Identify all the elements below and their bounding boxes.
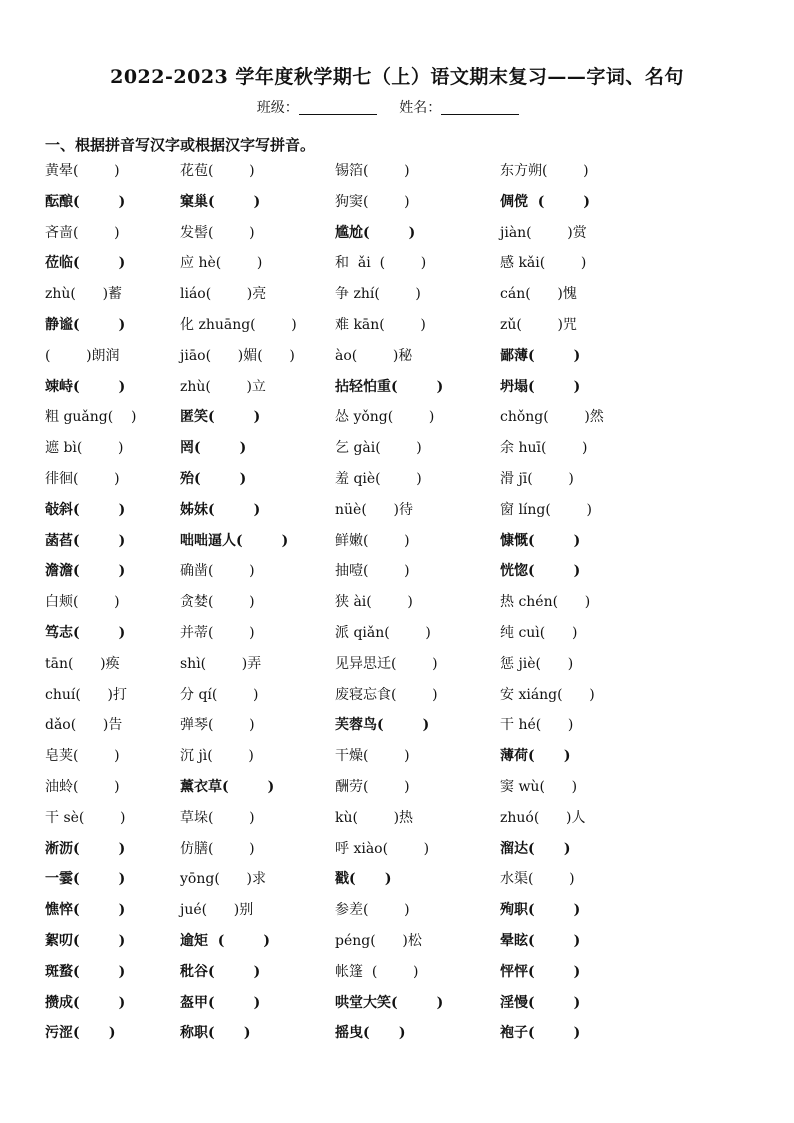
exercise-item[interactable]: 罔( ): [180, 440, 247, 457]
exercise-item[interactable]: 弹琴( ): [180, 717, 255, 734]
name-label: 姓名：: [399, 100, 442, 116]
exercise-item[interactable]: 锡箔( ): [335, 163, 410, 179]
exercise-item[interactable]: 淅沥( ): [45, 840, 126, 857]
exercise-item[interactable]: 咄咄逼人( ): [180, 532, 289, 549]
exercise-item[interactable]: 羞 qiè( ): [335, 471, 422, 487]
exercise-item[interactable]: 盔甲( ): [180, 994, 261, 1011]
exercise-item[interactable]: 逾矩 ( ): [180, 933, 270, 949]
exercise-item[interactable]: 攒成( ): [45, 994, 126, 1011]
exercise-item[interactable]: 戳( ): [335, 871, 392, 888]
exercise-row: [0, 868, 794, 898]
exercise-item[interactable]: 并蒂( ): [180, 625, 255, 641]
exercise-item[interactable]: 称职( ): [180, 1025, 251, 1042]
exercise-item[interactable]: 余 huī( ): [500, 440, 588, 457]
exercise-item[interactable]: 干 sè( ): [45, 809, 126, 826]
exercise-item[interactable]: shì( )弄: [180, 655, 262, 672]
exercise-row: [0, 930, 794, 960]
exercise-item[interactable]: 草垛( ): [180, 809, 255, 826]
class-label: 班级：: [256, 100, 299, 116]
exercise-item[interactable]: 鲜嫩( ): [335, 532, 410, 549]
exercise-item[interactable]: ( )朗润: [45, 347, 120, 364]
exercise-row: [0, 560, 794, 590]
exercise-item[interactable]: 殉职( ): [500, 902, 581, 919]
exercise-item[interactable]: 徘徊( ): [45, 471, 120, 487]
exercise-row: [0, 283, 794, 313]
student-info: [0, 97, 794, 117]
exercise-item[interactable]: 匿笑( ): [180, 409, 261, 426]
exercise-item[interactable]: 滑 jī( ): [500, 471, 574, 487]
exercise-item[interactable]: 淫慢( ): [500, 994, 581, 1011]
exercise-row: [0, 437, 794, 467]
exercise-item[interactable]: 狗窦( ): [335, 193, 410, 210]
exercise-row: [0, 745, 794, 775]
exercise-item[interactable]: 废寝忘食( ): [335, 686, 438, 703]
exercise-item[interactable]: jiàn( )赏: [500, 224, 587, 241]
exercise-row: [0, 406, 794, 436]
exercise-row: [0, 191, 794, 221]
exercise-row: [0, 499, 794, 529]
exercise-item[interactable]: 发髻( ): [180, 224, 255, 241]
exercise-item[interactable]: 花苞( ): [180, 163, 255, 179]
exercise-item[interactable]: 絮叨( ): [45, 933, 126, 949]
exercise-item[interactable]: 酝酿( ): [45, 193, 126, 210]
section-title: 一、根据拼音写汉字或根据汉字写拼音。: [45, 136, 316, 154]
exercise-row: [0, 684, 794, 714]
exercise-item[interactable]: 慷慨( ): [500, 532, 581, 549]
exercise-item[interactable]: zhuó( )人: [500, 809, 586, 826]
exercise-item[interactable]: zhù( )立: [180, 378, 266, 395]
exercise-item[interactable]: 窗 líng( ): [500, 501, 592, 518]
exercise-row: [0, 899, 794, 929]
exercise-row: [0, 222, 794, 252]
exercise-item[interactable]: 殆( ): [180, 471, 247, 487]
exercise-item[interactable]: 贪婪( ): [180, 594, 255, 611]
exercise-item[interactable]: chǒng( )然: [500, 409, 604, 426]
exercise-row: [0, 376, 794, 406]
exercise-item[interactable]: 帐篷 ( ): [335, 963, 419, 980]
exercise-item[interactable]: 确凿( ): [180, 563, 255, 580]
exercise-item[interactable]: 抽噎( ): [335, 563, 410, 580]
exercise-item[interactable]: 沉 jì( ): [180, 748, 254, 765]
exercise-item[interactable]: 敧斜( ): [45, 501, 126, 518]
exercise-item[interactable]: 呼 xiào( ): [335, 840, 430, 857]
exercise-item[interactable]: 酬劳( ): [335, 779, 410, 795]
exercise-item[interactable]: 白颊( ): [45, 594, 120, 611]
exercise-item[interactable]: 薄荷( ): [500, 748, 571, 765]
exercise-item[interactable]: cán( )愧: [500, 286, 577, 303]
exercise-item[interactable]: 晕眩( ): [500, 933, 581, 949]
exercise-item[interactable]: 化 zhuāng( ): [180, 317, 297, 333]
exercise-item[interactable]: 溜达( ): [500, 840, 571, 857]
exercise-item[interactable]: 笃志( ): [45, 625, 126, 641]
exercise-item[interactable]: 干燥( ): [335, 748, 410, 765]
exercise-item[interactable]: péng( )松: [335, 933, 422, 949]
name-blank[interactable]: [441, 100, 519, 115]
exercise-item[interactable]: 黄晕( ): [45, 163, 120, 179]
exercise-row: [0, 591, 794, 621]
exercise-item[interactable]: 怂 yǒng( ): [335, 409, 435, 426]
exercise-item[interactable]: 怦怦( ): [500, 963, 581, 980]
exercise-row: [0, 961, 794, 991]
exercise-item[interactable]: zǔ( )咒: [500, 317, 577, 333]
exercise-item[interactable]: nüè( )待: [335, 501, 413, 518]
exercise-item[interactable]: zhù( )蓄: [45, 286, 123, 303]
exercise-item[interactable]: 鄙薄( ): [500, 347, 581, 364]
exercise-item[interactable]: 恍惚( ): [500, 563, 581, 580]
exercise-item[interactable]: 遮 bì( ): [45, 440, 124, 457]
exercise-row: [0, 468, 794, 498]
exercise-item[interactable]: 斑蝥( ): [45, 963, 126, 980]
exercise-item[interactable]: 分 qí( ): [180, 686, 259, 703]
exercise-item[interactable]: 吝啬( ): [45, 224, 120, 241]
exercise-item[interactable]: 参差( ): [335, 902, 410, 919]
exercise-item[interactable]: 和 ǎi ( ): [335, 255, 427, 272]
exercise-item[interactable]: 摇曳( ): [335, 1025, 406, 1042]
exercise-item[interactable]: 坍塌( ): [500, 378, 581, 395]
exercise-item[interactable]: 狭 ài( ): [335, 594, 413, 611]
exercise-item[interactable]: 憔悴( ): [45, 902, 126, 919]
exercise-item[interactable]: 热 chén( ): [500, 594, 591, 611]
exercise-item[interactable]: 派 qiǎn( ): [335, 625, 431, 641]
exercise-row: [0, 838, 794, 868]
exercise-item[interactable]: jiāo( )媚( ): [180, 347, 295, 364]
exercise-item[interactable]: 纯 cuì( ): [500, 625, 578, 641]
exercise-row: [0, 252, 794, 282]
exercise-item[interactable]: 感 kǎi( ): [500, 255, 587, 272]
exercise-item[interactable]: 尴尬( ): [335, 224, 416, 241]
exercise-item[interactable]: yōng( )求: [180, 871, 266, 888]
exercise-row: [0, 776, 794, 806]
exercise-item[interactable]: kù( )热: [335, 809, 414, 826]
exercise-item[interactable]: 秕谷( ): [180, 963, 261, 980]
exercise-item[interactable]: 姊妹( ): [180, 501, 261, 518]
exercise-item[interactable]: 倜傥 ( ): [500, 193, 590, 210]
exercise-item[interactable]: 安 xiáng( ): [500, 686, 595, 703]
exercise-item[interactable]: ào( )秘: [335, 347, 413, 364]
exercise-item[interactable]: 见异思迁( ): [335, 655, 438, 672]
exercise-item[interactable]: 静谧( ): [45, 317, 126, 333]
exercise-item[interactable]: 芙蓉鸟( ): [335, 717, 430, 734]
exercise-item[interactable]: 皂荚( ): [45, 748, 120, 765]
exercise-item[interactable]: 应 hè( ): [180, 255, 263, 272]
exercise-item[interactable]: 一霎( ): [45, 871, 126, 888]
exercise-item[interactable]: 难 kān( ): [335, 317, 426, 333]
exercise-item[interactable]: 油蛉( ): [45, 779, 120, 795]
exercise-item[interactable]: 东方朔( ): [500, 163, 589, 179]
exercise-item[interactable]: liáo( )亮: [180, 286, 267, 303]
exercise-item[interactable]: 干 hé( ): [500, 717, 574, 734]
exercise-item[interactable]: 菡萏( ): [45, 532, 126, 549]
exercise-item[interactable]: 水渠( ): [500, 871, 575, 888]
exercise-item[interactable]: 窠巢( ): [180, 193, 261, 210]
exercise-item[interactable]: 污涩( ): [45, 1025, 116, 1042]
exercise-item[interactable]: 粗 guǎng( ): [45, 409, 137, 426]
exercise-item[interactable]: 竦峙( ): [45, 378, 126, 395]
exercise-row: [0, 992, 794, 1022]
exercise-item[interactable]: tān( )痪: [45, 655, 120, 672]
exercise-item[interactable]: 哄堂大笑( ): [335, 994, 444, 1011]
exercise-item[interactable]: 薰衣草( ): [180, 779, 275, 795]
class-blank[interactable]: [299, 100, 377, 115]
exercise-item[interactable]: 惩 jiè( ): [500, 655, 574, 672]
exercise-row: [0, 314, 794, 344]
exercise-row: [0, 714, 794, 744]
exercise-row: [0, 530, 794, 560]
exercise-item[interactable]: 澹澹( ): [45, 563, 126, 580]
exercise-item[interactable]: 仿膳( ): [180, 840, 255, 857]
exercise-item[interactable]: 窦 wù( ): [500, 779, 578, 795]
exercise-row: [0, 807, 794, 837]
exercise-row: [0, 345, 794, 375]
exercise-item[interactable]: chuí( )打: [45, 686, 127, 703]
exercise-row: [0, 1022, 794, 1052]
exercise-item[interactable]: dǎo( )告: [45, 717, 123, 734]
exercise-item[interactable]: 袍子( ): [500, 1025, 581, 1042]
page-title: 2022-2023 学年度秋学期七（上）语文期末复习——字词、名句: [110, 66, 684, 88]
exercise-row: [0, 160, 794, 190]
exercise-item[interactable]: jué( )别: [180, 902, 254, 919]
exercise-item[interactable]: 拈轻怕重( ): [335, 378, 444, 395]
exercise-item[interactable]: 莅临( ): [45, 255, 126, 272]
exercise-row: [0, 622, 794, 652]
exercise-row: [0, 653, 794, 683]
exercise-item[interactable]: 争 zhí( ): [335, 286, 421, 303]
exercise-item[interactable]: 乞 gài( ): [335, 440, 422, 457]
